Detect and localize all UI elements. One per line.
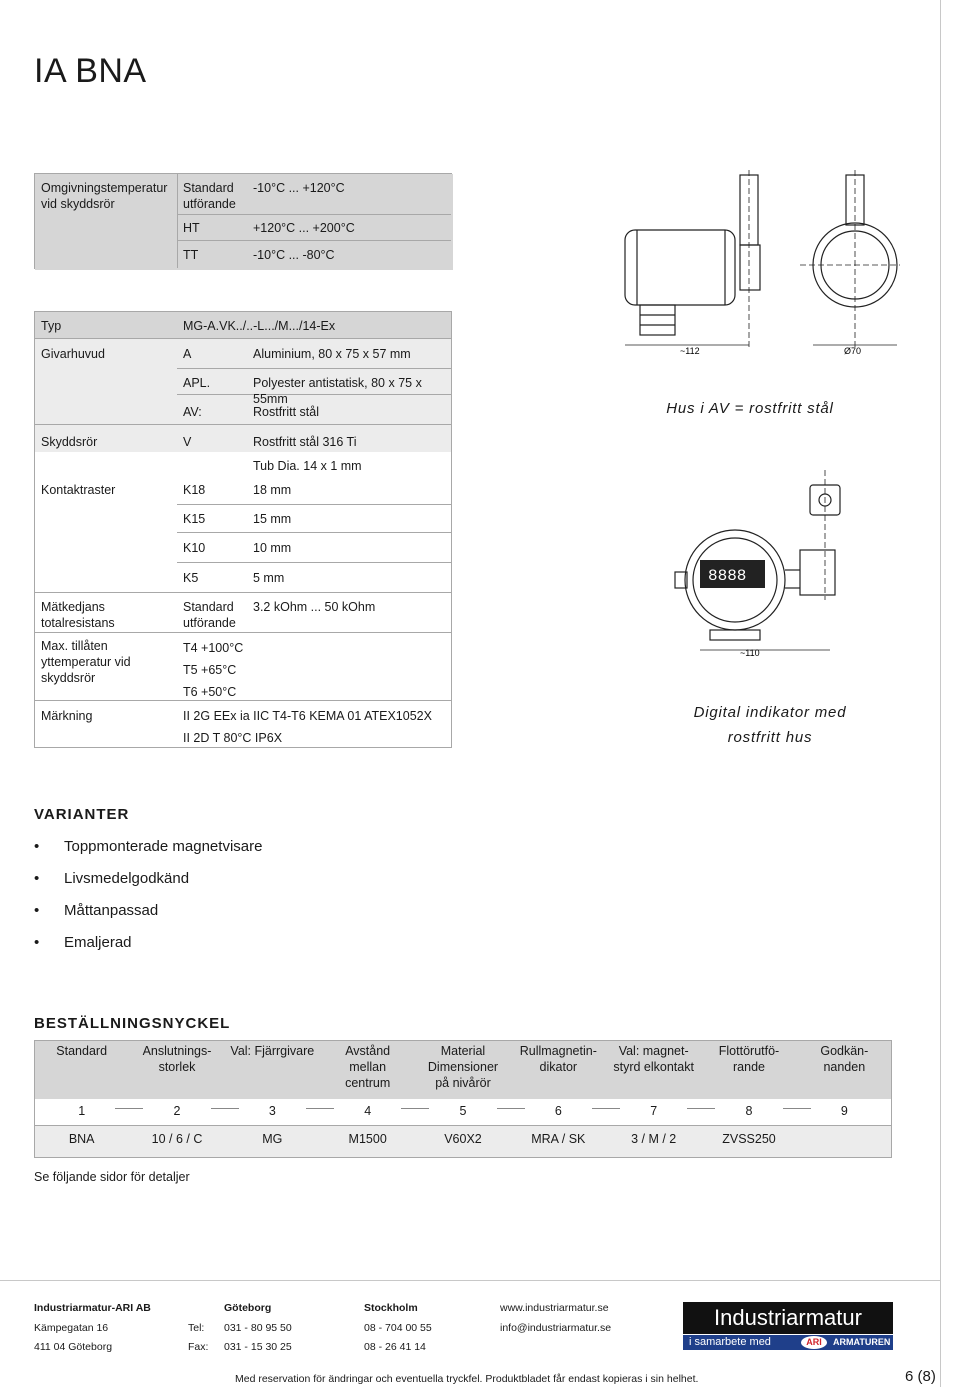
order-col-head: Avstånd mellan centrum <box>345 1044 391 1090</box>
footer-gbg-fax: 031 - 15 30 25 <box>224 1341 292 1353</box>
env-value: +120°C ... +200°C <box>253 221 355 235</box>
order-dash <box>306 1108 334 1109</box>
givar-a: A <box>183 347 192 361</box>
order-dash <box>211 1108 239 1109</box>
givar-av-value: Rostfritt stål <box>253 405 319 419</box>
order-col-value: M1500 <box>348 1132 387 1146</box>
mark-1: II 2G EEx ia IIC T4-T6 KEMA 01 ATEX1052X <box>183 709 432 723</box>
page-number: 6 (8) <box>905 1368 936 1385</box>
page-edge <box>940 0 941 1387</box>
figure2-caption <box>640 700 900 750</box>
env-variant: HT <box>183 221 200 235</box>
footer-divider <box>0 1280 940 1281</box>
spec-table <box>34 311 452 748</box>
order-col-value: MRA / SK <box>531 1132 586 1146</box>
order-dash <box>592 1108 620 1109</box>
givar-apl: APL. <box>183 376 211 390</box>
logo-armaturen: ARMATUREN <box>833 1337 891 1347</box>
order-col-value: V60X2 <box>444 1132 482 1146</box>
varianter-heading: VARIANTER <box>34 806 130 823</box>
logo-sub: i samarbete med <box>689 1336 771 1348</box>
givar-a-value: Aluminium, 80 x 75 x 57 mm <box>253 347 411 361</box>
order-heading: BESTÄLLNINGSNYCKEL <box>34 1015 231 1032</box>
footer-web-link[interactable]: www.industriarmatur.se <box>500 1302 609 1314</box>
order-dash <box>401 1108 429 1109</box>
footer-tel-label: Tel: <box>188 1322 205 1334</box>
order-col-head: Flottörutfö- rande <box>718 1044 780 1074</box>
figure2-caption-line2: rostfritt hus <box>727 729 813 746</box>
logo-main: Industriarmatur <box>683 1302 893 1334</box>
order-col-num: 3 <box>268 1104 276 1118</box>
skydd-label: Skyddsrör <box>41 435 98 449</box>
order-dash <box>783 1108 811 1109</box>
logo-ari: ARI <box>801 1336 827 1349</box>
footer-sth-tel: 08 - 704 00 55 <box>364 1322 432 1334</box>
order-col-num: 5 <box>459 1104 467 1118</box>
order-col-num: 9 <box>840 1104 848 1118</box>
max-label: Max. tillåten yttemperatur vid skyddsrör <box>41 639 131 685</box>
k18: K18 <box>183 483 206 497</box>
order-col-value: ZVSS250 <box>722 1132 776 1146</box>
skydd-v: V <box>183 435 192 449</box>
footer-postal: 411 04 Göteborg <box>34 1341 113 1353</box>
order-col-head: Material Dimensioner på nivårör <box>427 1044 499 1090</box>
order-col-head: Anslutnings- storlek <box>142 1044 212 1074</box>
typ-label: Typ <box>41 319 62 333</box>
order-col-head: Rullmagnetin- dikator <box>519 1044 597 1074</box>
k5: K5 <box>183 571 199 585</box>
indicator-drawing <box>670 470 870 660</box>
housing-drawing <box>600 170 900 370</box>
env-table <box>34 173 452 269</box>
footer-email-link[interactable]: info@industriarmatur.se <box>500 1322 612 1334</box>
order-dash <box>115 1108 143 1109</box>
k5-value: 5 mm <box>253 571 285 585</box>
typ-value: MG-A.VK../..-L.../M.../14-Ex <box>183 319 336 333</box>
skydd-v-value: Rostfritt stål 316 Ti <box>253 435 357 449</box>
figure1-caption: Hus i AV = rostfritt stål <box>666 400 834 417</box>
order-col-value: 3 / M / 2 <box>631 1132 677 1146</box>
order-dash <box>497 1108 525 1109</box>
figure2-caption-line1: Digital indikator med <box>693 704 847 721</box>
order-col-value: BNA <box>68 1132 95 1146</box>
order-col-value: 10 / 6 / C <box>151 1132 203 1146</box>
order-col-value: MG <box>262 1132 283 1146</box>
footer-sth-head: Stockholm <box>364 1302 418 1314</box>
order-col-num: 2 <box>173 1104 181 1118</box>
mat-label: Mätkedjans totalresistans <box>41 600 115 630</box>
order-col-num: 7 <box>650 1104 658 1118</box>
order-col-num: 4 <box>364 1104 372 1118</box>
footer-sth-fax: 08 - 26 41 14 <box>364 1341 426 1353</box>
t5: T5 +65°C <box>183 663 237 677</box>
env-label: Omgivningstemperatur vid skyddsrör <box>41 181 168 211</box>
env-variant: Standard utförande <box>183 181 236 211</box>
footer-fax-label: Fax: <box>188 1341 209 1353</box>
t6: T6 +50°C <box>183 685 237 699</box>
mat-variant: Standard utförande <box>183 600 236 630</box>
page-title: IA BNA <box>34 52 147 90</box>
k18-value: 18 mm <box>253 483 292 497</box>
dim-70: Ø70 <box>844 346 862 356</box>
footer-disclaimer: Med reservation för ändringar och eventuella tryckfel. Produktbladet får endast kopieras i sin helhet. <box>235 1373 699 1385</box>
mark-2: II 2D T 80°C IP6X <box>183 731 283 745</box>
order-col-head: Godkän- nanden <box>820 1044 869 1074</box>
givarhuvud-label: Givarhuvud <box>41 347 105 361</box>
footer-gbg-head: Göteborg <box>224 1302 272 1314</box>
order-dash <box>687 1108 715 1109</box>
dim-112: ~112 <box>680 346 700 356</box>
order-col-num: 8 <box>745 1104 753 1118</box>
k10-value: 10 mm <box>253 541 292 555</box>
k10: K10 <box>183 541 206 555</box>
skydd-tub: Tub Dia. 14 x 1 mm <box>253 459 362 473</box>
givar-av: AV: <box>183 405 202 419</box>
order-col-head: Val: Fjärrgivare <box>230 1044 315 1058</box>
t4: T4 +100°C <box>183 641 244 655</box>
mat-value: 3.2 kOhm ... 50 kOhm <box>253 600 376 614</box>
footer-gbg-tel: 031 - 80 95 50 <box>224 1322 292 1334</box>
order-col-num: 6 <box>554 1104 562 1118</box>
env-value: -10°C ... +120°C <box>253 181 345 195</box>
k15-value: 15 mm <box>253 512 292 526</box>
order-col-head: Standard <box>56 1044 108 1058</box>
kontakt-label: Kontaktraster <box>41 483 116 497</box>
indicator-display: 8888 <box>708 567 747 585</box>
order-col-num: 1 <box>78 1104 86 1118</box>
footer-street: Kämpegatan 16 <box>34 1322 109 1334</box>
mark-label: Märkning <box>41 709 93 723</box>
givar-apl-value: Polyester antistatisk, 80 x 75 x 55mm <box>253 376 422 406</box>
dim-110: ~110 <box>740 648 760 658</box>
env-value: -10°C ... -80°C <box>253 248 335 262</box>
footer-company: Industriarmatur-ARI AB <box>34 1302 151 1314</box>
company-logo <box>683 1302 893 1352</box>
order-col-head: Val: magnet- styrd elkontakt <box>613 1044 694 1074</box>
env-variant: TT <box>183 248 199 262</box>
order-note: Se följande sidor för detaljer <box>34 1170 190 1184</box>
k15: K15 <box>183 512 206 526</box>
